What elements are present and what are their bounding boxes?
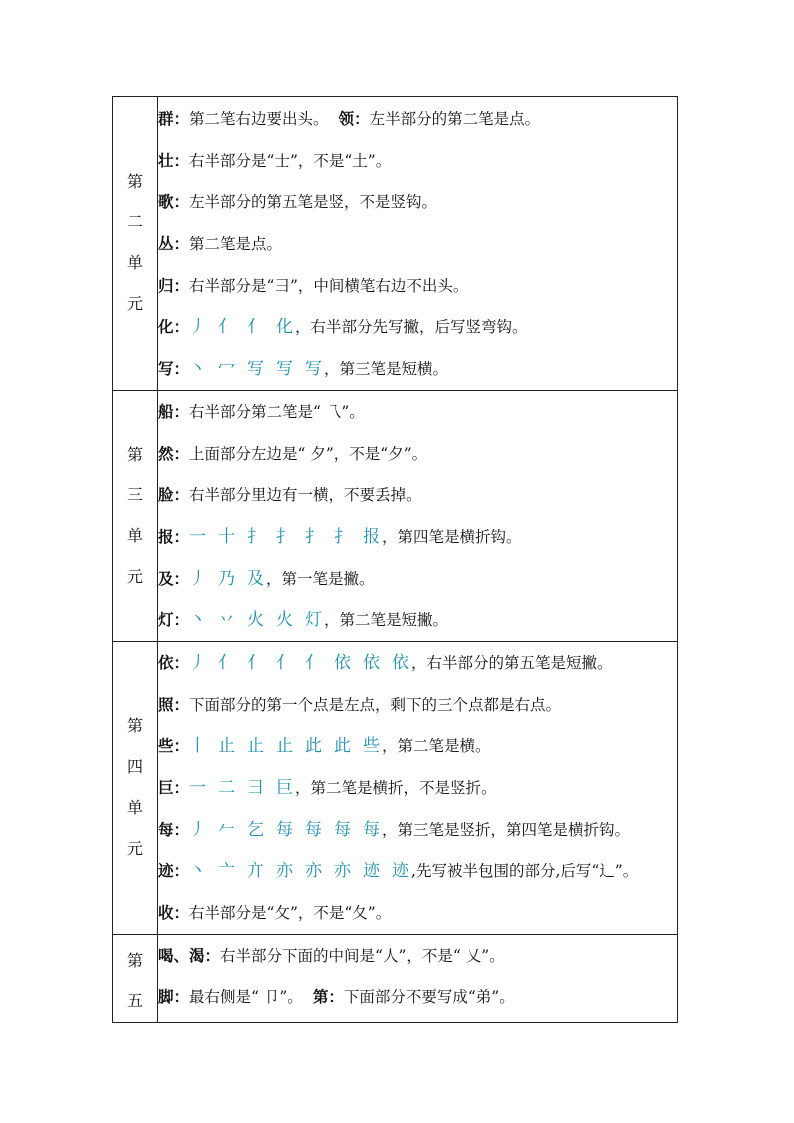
stroke-step: 写 — [276, 359, 296, 380]
note-text: 第二笔右边要出头。 — [189, 110, 329, 128]
note-text: 左半部分的第五笔是竖，不是竖钩。 — [189, 193, 438, 212]
stroke-order-sequence — [189, 778, 295, 798]
stroke-step: 亦 — [334, 861, 354, 882]
target-character: 丛 — [158, 234, 174, 254]
note-line — [158, 558, 677, 600]
stroke-step: 每 — [305, 819, 325, 840]
unit-label-cell — [113, 934, 158, 1022]
stroke-step: 亻 — [247, 317, 267, 338]
stroke-step: 火 — [276, 610, 296, 631]
note-text: 右半部分第二笔是“ 乁”。 — [189, 402, 365, 421]
colon: ： — [173, 694, 190, 714]
unit-label-char: 元 — [126, 838, 143, 858]
note-line — [158, 223, 677, 265]
stroke-step: 亦 — [276, 861, 296, 882]
unit-label-char: 第 — [126, 716, 143, 736]
note-text: 右半部分里边有一横，不要丢掉。 — [189, 486, 422, 505]
stroke-step: 依 — [363, 652, 383, 673]
note-line — [158, 767, 677, 809]
colon: ： — [173, 778, 190, 797]
unit-label-char: 单 — [126, 797, 143, 817]
colon: ： — [173, 610, 190, 630]
note-line — [158, 684, 677, 726]
stroke-step: 亻 — [276, 652, 296, 673]
stroke-step: 丶 — [189, 861, 209, 882]
stroke-notes-table — [112, 96, 678, 1023]
stroke-step: 扌 — [276, 526, 296, 547]
stroke-step: 火 — [247, 610, 267, 631]
colon: ： — [173, 485, 190, 505]
stroke-step: 𠂉 — [218, 819, 238, 840]
colon: ： — [173, 234, 190, 254]
stroke-notes-sheet — [112, 96, 678, 1023]
colon: ： — [173, 192, 190, 212]
target-character: 灯 — [158, 610, 174, 630]
note-line — [158, 809, 677, 851]
stroke-order-sequence — [189, 569, 266, 589]
note-text: 右半部分下面的中间是“人”，不是“ 乂”。 — [220, 946, 505, 965]
note-text: 下面部分不要写成“弟”。 — [343, 988, 515, 1007]
stroke-step: 丿 — [189, 317, 209, 338]
stroke-step: 十 — [218, 526, 238, 547]
stroke-step: 亻 — [218, 317, 238, 338]
note-text: 右半部分是“彐”，中间横笔右边不出头。 — [189, 276, 469, 295]
stroke-step: 丿 — [189, 819, 209, 840]
stroke-order-sequence — [189, 736, 382, 756]
table-body — [113, 97, 678, 1023]
target-character: 群 — [158, 109, 174, 128]
unit-label — [113, 97, 157, 324]
unit-label-char: 单 — [126, 252, 143, 272]
stroke-order-sequence — [189, 861, 411, 881]
colon: ： — [173, 652, 190, 672]
note-line — [158, 642, 677, 684]
unit-label — [113, 642, 157, 869]
colon: ： — [173, 861, 190, 881]
unit-row — [113, 641, 678, 934]
stroke-step: 亠 — [218, 861, 238, 882]
stroke-step: 扌 — [305, 526, 325, 547]
target-character: 船 — [158, 401, 174, 421]
note-line — [158, 391, 677, 433]
colon: ： — [173, 401, 190, 421]
target-character: 迹 — [158, 861, 174, 881]
note-line — [158, 98, 677, 140]
unit-content-cell — [158, 934, 678, 1022]
note-text: ，第二笔是短撇。 — [324, 611, 449, 630]
unit-label-char: 四 — [126, 757, 143, 777]
colon: ： — [173, 568, 190, 588]
stroke-step: 报 — [363, 526, 383, 547]
stroke-step: 乞 — [247, 819, 267, 840]
unit-row — [113, 97, 678, 391]
stroke-step: 依 — [334, 652, 354, 673]
stroke-step: 每 — [334, 819, 354, 840]
stroke-step: 此 — [334, 736, 354, 757]
stroke-step: 丶 — [189, 610, 209, 631]
target-character: 依 — [158, 652, 174, 672]
stroke-step: 彐 — [247, 778, 267, 798]
colon: ： — [173, 150, 190, 170]
note-text: 上面部分左边是“ 夕”，不是“夕”。 — [189, 444, 428, 463]
note-text: 左半部分的第二笔是点。 — [369, 110, 541, 128]
stroke-step: 亻 — [218, 652, 238, 673]
stroke-step: 巨 — [276, 778, 296, 798]
note-text: ，第一笔是撇。 — [266, 569, 375, 588]
note-line — [158, 976, 677, 1018]
unit-label-char: 单 — [126, 525, 143, 545]
stroke-step: 二 — [218, 778, 238, 798]
stroke-step: 冖 — [218, 359, 238, 380]
note-line — [158, 140, 677, 182]
colon: ： — [173, 443, 190, 463]
note-text: ，右半部分的第五笔是短撇。 — [411, 653, 613, 672]
colon: ： — [173, 359, 190, 379]
stroke-step: 每 — [363, 819, 383, 840]
unit-content-cell — [158, 97, 678, 391]
stroke-step: 迹 — [392, 861, 412, 882]
colon: ： — [173, 275, 190, 295]
stroke-step: 丷 — [218, 610, 238, 631]
colon: ： — [354, 109, 370, 128]
target-character: 每 — [158, 819, 174, 839]
unit-label-char: 五 — [126, 991, 143, 1011]
unit-label — [113, 935, 157, 1022]
target-character: 巨 — [158, 778, 174, 797]
unit-label-char: 元 — [126, 293, 143, 313]
target-character: 喝、渴 — [158, 945, 205, 965]
note-line — [158, 935, 677, 977]
note-line — [158, 348, 677, 390]
stroke-step: 亻 — [247, 652, 267, 673]
stroke-step: 灯 — [305, 610, 325, 631]
unit-label-cell — [113, 641, 158, 934]
unit-label-char: 第 — [126, 444, 143, 464]
note-line — [158, 599, 677, 641]
note-text: ，第三笔是竖折，第四笔是横折钩。 — [382, 820, 631, 839]
unit-row — [113, 934, 678, 1022]
note-text: ，第三笔是短横。 — [324, 360, 449, 379]
stroke-step: 丿 — [189, 568, 209, 589]
target-character: 及 — [158, 568, 174, 588]
stroke-step: 写 — [305, 359, 325, 380]
note-text: ，第二笔是横折，不是竖折。 — [295, 779, 497, 797]
stroke-step: 依 — [392, 652, 412, 673]
note-text: ，第四笔是横折钩。 — [382, 527, 522, 546]
colon: ： — [328, 987, 344, 1007]
stroke-step: 丿 — [189, 652, 209, 673]
note-line — [158, 892, 677, 934]
unit-label — [113, 391, 157, 597]
target-character: 化 — [158, 317, 174, 337]
stroke-order-sequence — [189, 653, 411, 673]
colon: ： — [173, 109, 190, 128]
note-line — [158, 265, 677, 307]
target-character: 领 — [338, 109, 355, 128]
stroke-step: 一 — [189, 526, 209, 547]
unit-label-cell — [113, 390, 158, 641]
colon: ： — [173, 526, 190, 546]
note-text: 最右侧是“ 卩”。 — [189, 988, 303, 1007]
target-character: 壮 — [158, 150, 174, 170]
unit-label-cell — [113, 97, 158, 391]
note-text: 下面部分的第一个点是左点，剩下的三个点都是右点。 — [189, 695, 562, 714]
target-character: 脚 — [158, 987, 174, 1007]
stroke-step: 每 — [276, 819, 296, 840]
stroke-step: 些 — [363, 736, 383, 757]
target-character: 然 — [158, 443, 174, 463]
target-character: 归 — [158, 275, 174, 295]
stroke-order-sequence — [189, 610, 324, 630]
target-character: 报 — [158, 526, 174, 546]
note-line — [158, 433, 677, 475]
stroke-step: 止 — [276, 736, 296, 757]
unit-row — [113, 390, 678, 641]
stroke-step: 止 — [218, 736, 238, 757]
colon: ： — [173, 736, 190, 756]
stroke-step: 亣 — [247, 861, 267, 882]
note-line — [158, 725, 677, 767]
target-character: 照 — [158, 694, 174, 714]
note-text: ,先写被半包围的部分,后写“辶”。 — [411, 862, 639, 881]
stroke-step: 一 — [189, 778, 209, 798]
unit-content-cell — [158, 390, 678, 641]
target-character: 脸 — [158, 485, 174, 505]
note-line — [158, 181, 677, 223]
stroke-step: 亦 — [305, 861, 325, 882]
stroke-step: 此 — [305, 736, 325, 757]
note-line — [158, 850, 677, 892]
note-line — [158, 306, 677, 348]
stroke-step: 丶 — [189, 359, 209, 380]
target-character: 第 — [312, 987, 329, 1007]
stroke-step: 及 — [247, 568, 267, 589]
stroke-step: 乃 — [218, 568, 238, 589]
stroke-step: 丨 — [189, 736, 209, 757]
unit-label-char: 三 — [126, 485, 143, 505]
note-line — [158, 516, 677, 558]
colon: ： — [173, 819, 190, 839]
stroke-step: 扌 — [247, 526, 267, 547]
unit-label-char: 元 — [126, 566, 143, 586]
note-text: 右半部分是“攵”，不是“夂”。 — [189, 904, 392, 923]
unit-content-cell — [158, 641, 678, 934]
stroke-order-sequence — [189, 359, 324, 379]
target-character: 写 — [158, 359, 174, 379]
stroke-step: 止 — [247, 736, 267, 757]
colon: ： — [204, 945, 221, 965]
note-text: 右半部分是“士”，不是“土”。 — [189, 151, 392, 170]
note-text: 第二笔是点。 — [189, 235, 283, 254]
unit-label-char: 第 — [126, 950, 143, 970]
note-text: ，第二笔是横。 — [382, 737, 491, 756]
stroke-step: 迹 — [363, 861, 383, 882]
target-character: 歌 — [158, 192, 174, 212]
stroke-step: 写 — [247, 359, 267, 380]
stroke-step: 亻 — [305, 652, 325, 673]
target-character: 收 — [158, 903, 174, 923]
stroke-step: 化 — [276, 317, 296, 338]
unit-label-char: 二 — [126, 212, 143, 232]
note-text: ，右半部分先写撇，后写竖弯钩。 — [295, 318, 528, 337]
stroke-order-sequence — [189, 317, 295, 337]
stroke-step: 扌 — [334, 526, 354, 547]
unit-label-char: 第 — [126, 171, 143, 191]
target-character: 些 — [158, 736, 174, 756]
colon: ： — [173, 317, 190, 337]
stroke-order-sequence — [189, 527, 382, 547]
stroke-order-sequence — [189, 820, 382, 840]
note-line — [158, 474, 677, 516]
colon: ： — [173, 987, 190, 1007]
colon: ： — [173, 903, 190, 923]
